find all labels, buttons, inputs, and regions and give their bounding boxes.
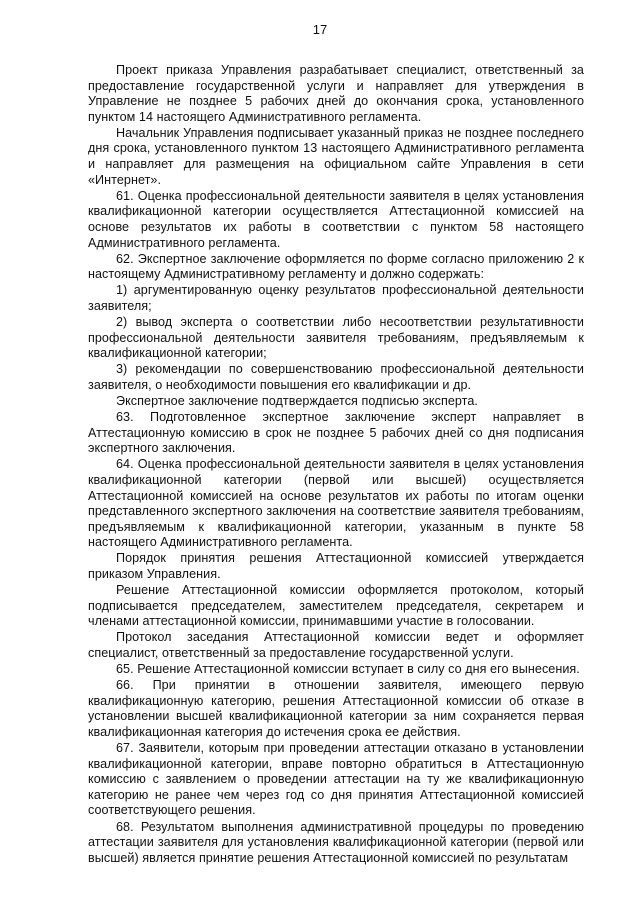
paragraph: Экспертное заключение подтверждается подписью эксперта. [116, 393, 478, 408]
paragraph: 67. Заявители, которым при проведении аттестации отказано в установлении квалификационной категории, вправе повторно обратиться в Аттестационную комиссию с заявлением о проведении аттестации на ту же квалификационную категорию не ранее чем через год со дня принятия Аттестационной комиссией соответствующего решения. [88, 741, 584, 818]
paragraph: Порядок принятия решения Аттестационной комиссией утверждается приказом Управления. [88, 551, 584, 581]
list-item: 1) аргументированную оценку результатов профессиональной деятельности заявителя; [88, 283, 584, 313]
list-item: 3) рекомендации по совершенствованию профессиональной деятельности заявителя, о необходимости повышения его квалификации и др. [88, 362, 584, 392]
page-number: 17 [312, 22, 328, 37]
list-item: 2) вывод эксперта о соответствии либо несоответствии результативности профессиональной деятельности заявителя требованиям, предъявляемым к квалификационной категории; [88, 315, 584, 361]
paragraph: 63. Подготовленное экспертное заключение эксперт направляет в Аттестационную комиссию в срок не позднее 5 рабочих дней со дня подписания экспертного заключения. [88, 410, 584, 456]
paragraph: 65. Решение Аттестационной комиссии вступает в силу со дня его вынесения. [116, 662, 580, 677]
document-body [88, 63, 584, 867]
paragraph: 61. Оценка профессиональной деятельности заявителя в целях установления квалификационной категории осуществляется Аттестационной комиссией на основе результатов их работы в соответствии с пунктом 58 настоящего Административного регламента. [88, 188, 584, 250]
paragraph: Начальник Управления подписывает указанный приказ не позднее последнего дня срока, установленного пунктом 13 настоящего Административного регламента и направляет для размещения на официальном сайте Управления в сети «Интернет». [88, 125, 584, 187]
paragraph: 62. Экспертное заключение оформляется по форме согласно приложению 2 к настоящему Административному регламенту и должно содержать: [88, 251, 584, 282]
paragraph: 68. Результатом выполнения административной процедуры по проведению аттестации заявителя для установления квалификационной категории (первой или высшей) является принятие решения Аттестационной комиссией по результатам [88, 819, 584, 865]
paragraph: 66. При принятии в отношении заявителя, имеющего первую квалификационную категорию, решения Аттестационной комиссии об отказе в установлении высшей квалификационной категории за ним сохраняется первая квалификационная категория до истечения срока ее действия. [88, 678, 584, 739]
paragraph: Проект приказа Управления разрабатывает специалист, ответственный за предоставление государственной услуги и направляет для утверждения в Управление не позднее 5 рабочих дней до окончания срока, установленного пунктом 14 настоящего Административного регламента. [88, 63, 584, 124]
paragraph: 64. Оценка профессиональной деятельности заявителя в целях установления квалификационной категории (первой или высшей) осуществляется Аттестационной комиссией на основе результатов их работы по итогам оценки представленного экспертного заключения на соответствие заявителя требованиям, предъявляемым к квалификационной категории, указанным в пункте 58 настоящего Административного регламента. [88, 457, 584, 550]
paragraph: Протокол заседания Аттестационной комиссии ведет и оформляет специалист, ответственный за предоставление государственной услуги. [88, 630, 584, 660]
paragraph: Решение Аттестационной комиссии оформляется протоколом, который подписывается председателем, заместителем председателя, секретарем и членами аттестационной комиссии, принимавшими участие в голосовании. [88, 583, 584, 629]
